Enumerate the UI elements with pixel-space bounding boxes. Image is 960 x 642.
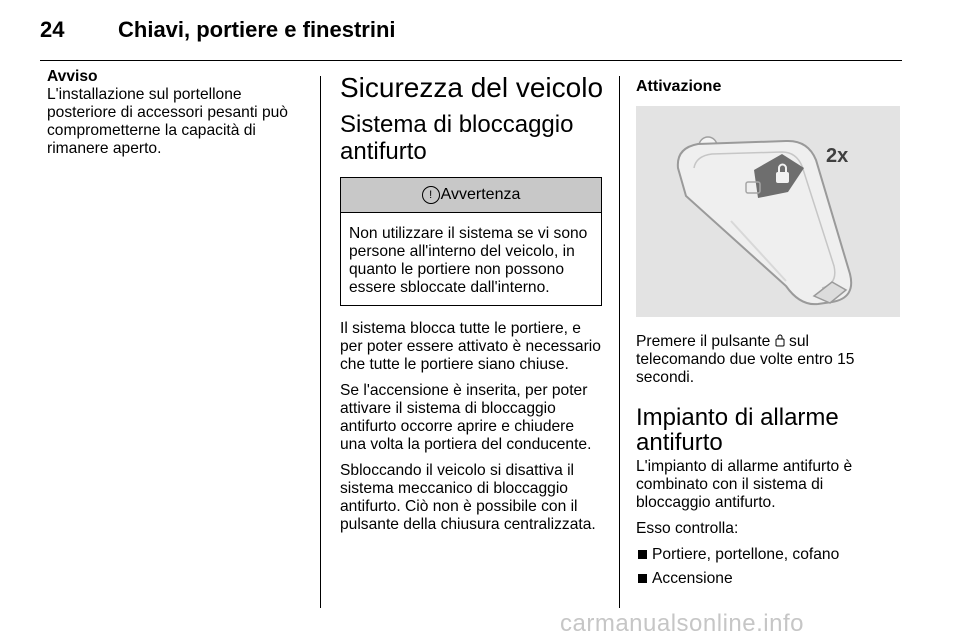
activation-instruction bbox=[636, 333, 902, 387]
alarm-description: L'impianto di allarme antifurto è combinato con il sistema di bloccaggio antifurto. bbox=[636, 458, 853, 511]
subsection-title: Sistema di bloccaggio antifurto bbox=[340, 111, 574, 165]
column-2 bbox=[340, 68, 604, 542]
warning-triangle-icon: ! bbox=[422, 186, 440, 204]
header-divider bbox=[40, 60, 902, 61]
column-divider-1 bbox=[320, 76, 321, 608]
column-1 bbox=[47, 68, 305, 166]
watermark: carmanualsonline.info bbox=[560, 610, 804, 637]
chapter-title: Chiavi, portiere e finestrini bbox=[118, 17, 396, 42]
paragraph: Il sistema blocca tutte le portiere, e per poter essere attivato è necessario che tutte le portiere siano chiuse. bbox=[340, 320, 601, 373]
notice-text: L'installazione sul portellone posteriore di accessori pesanti può comprometterne la capacità di rimanere aperto. bbox=[47, 86, 288, 157]
instruction-text: Premere il pulsante bbox=[636, 333, 771, 350]
lock-icon bbox=[775, 333, 785, 347]
paragraph: Se l'accensione è inserita, per poter attivare il sistema di bloccaggio antifurto occorre aprire e chiudere una volta la portiera del conducente. bbox=[340, 382, 592, 453]
key-fob-illustration bbox=[636, 106, 900, 317]
list-item: Accensione bbox=[636, 570, 902, 588]
checks-intro: Esso controlla: bbox=[636, 520, 739, 537]
page-number: 24 bbox=[40, 17, 65, 42]
warning-text: Non utilizzare il sistema se vi sono persone all'interno del veicolo, in quanto le portiere non possono essere sbloccate dall'interno. bbox=[349, 225, 588, 296]
instruction-text-cont: sul telecomando due volte entro 15 secondi. bbox=[636, 333, 855, 386]
column-divider-2 bbox=[619, 76, 620, 608]
page-header bbox=[0, 0, 960, 62]
key-fob-icon bbox=[636, 106, 900, 317]
list-item: Portiere, portellone, cofano bbox=[636, 546, 902, 564]
activation-title: Attivazione bbox=[636, 78, 722, 95]
alarm-section-title: Impianto di allarme antifurto bbox=[636, 404, 839, 456]
column-3 bbox=[636, 68, 902, 594]
checks-list bbox=[636, 546, 902, 588]
warning-header bbox=[341, 178, 601, 213]
warning-box bbox=[340, 177, 602, 306]
section-title: Sicurezza del veicolo bbox=[340, 72, 604, 103]
press-count-label: 2x bbox=[826, 145, 849, 167]
paragraph: Sbloccando il veicolo si disattiva il sistema meccanico di bloccaggio antifurto. Ciò non è possibile con il pulsante della chiusura centralizzata. bbox=[340, 462, 596, 533]
notice-title: Avviso bbox=[47, 68, 98, 85]
warning-title: Avvertenza bbox=[440, 186, 521, 203]
